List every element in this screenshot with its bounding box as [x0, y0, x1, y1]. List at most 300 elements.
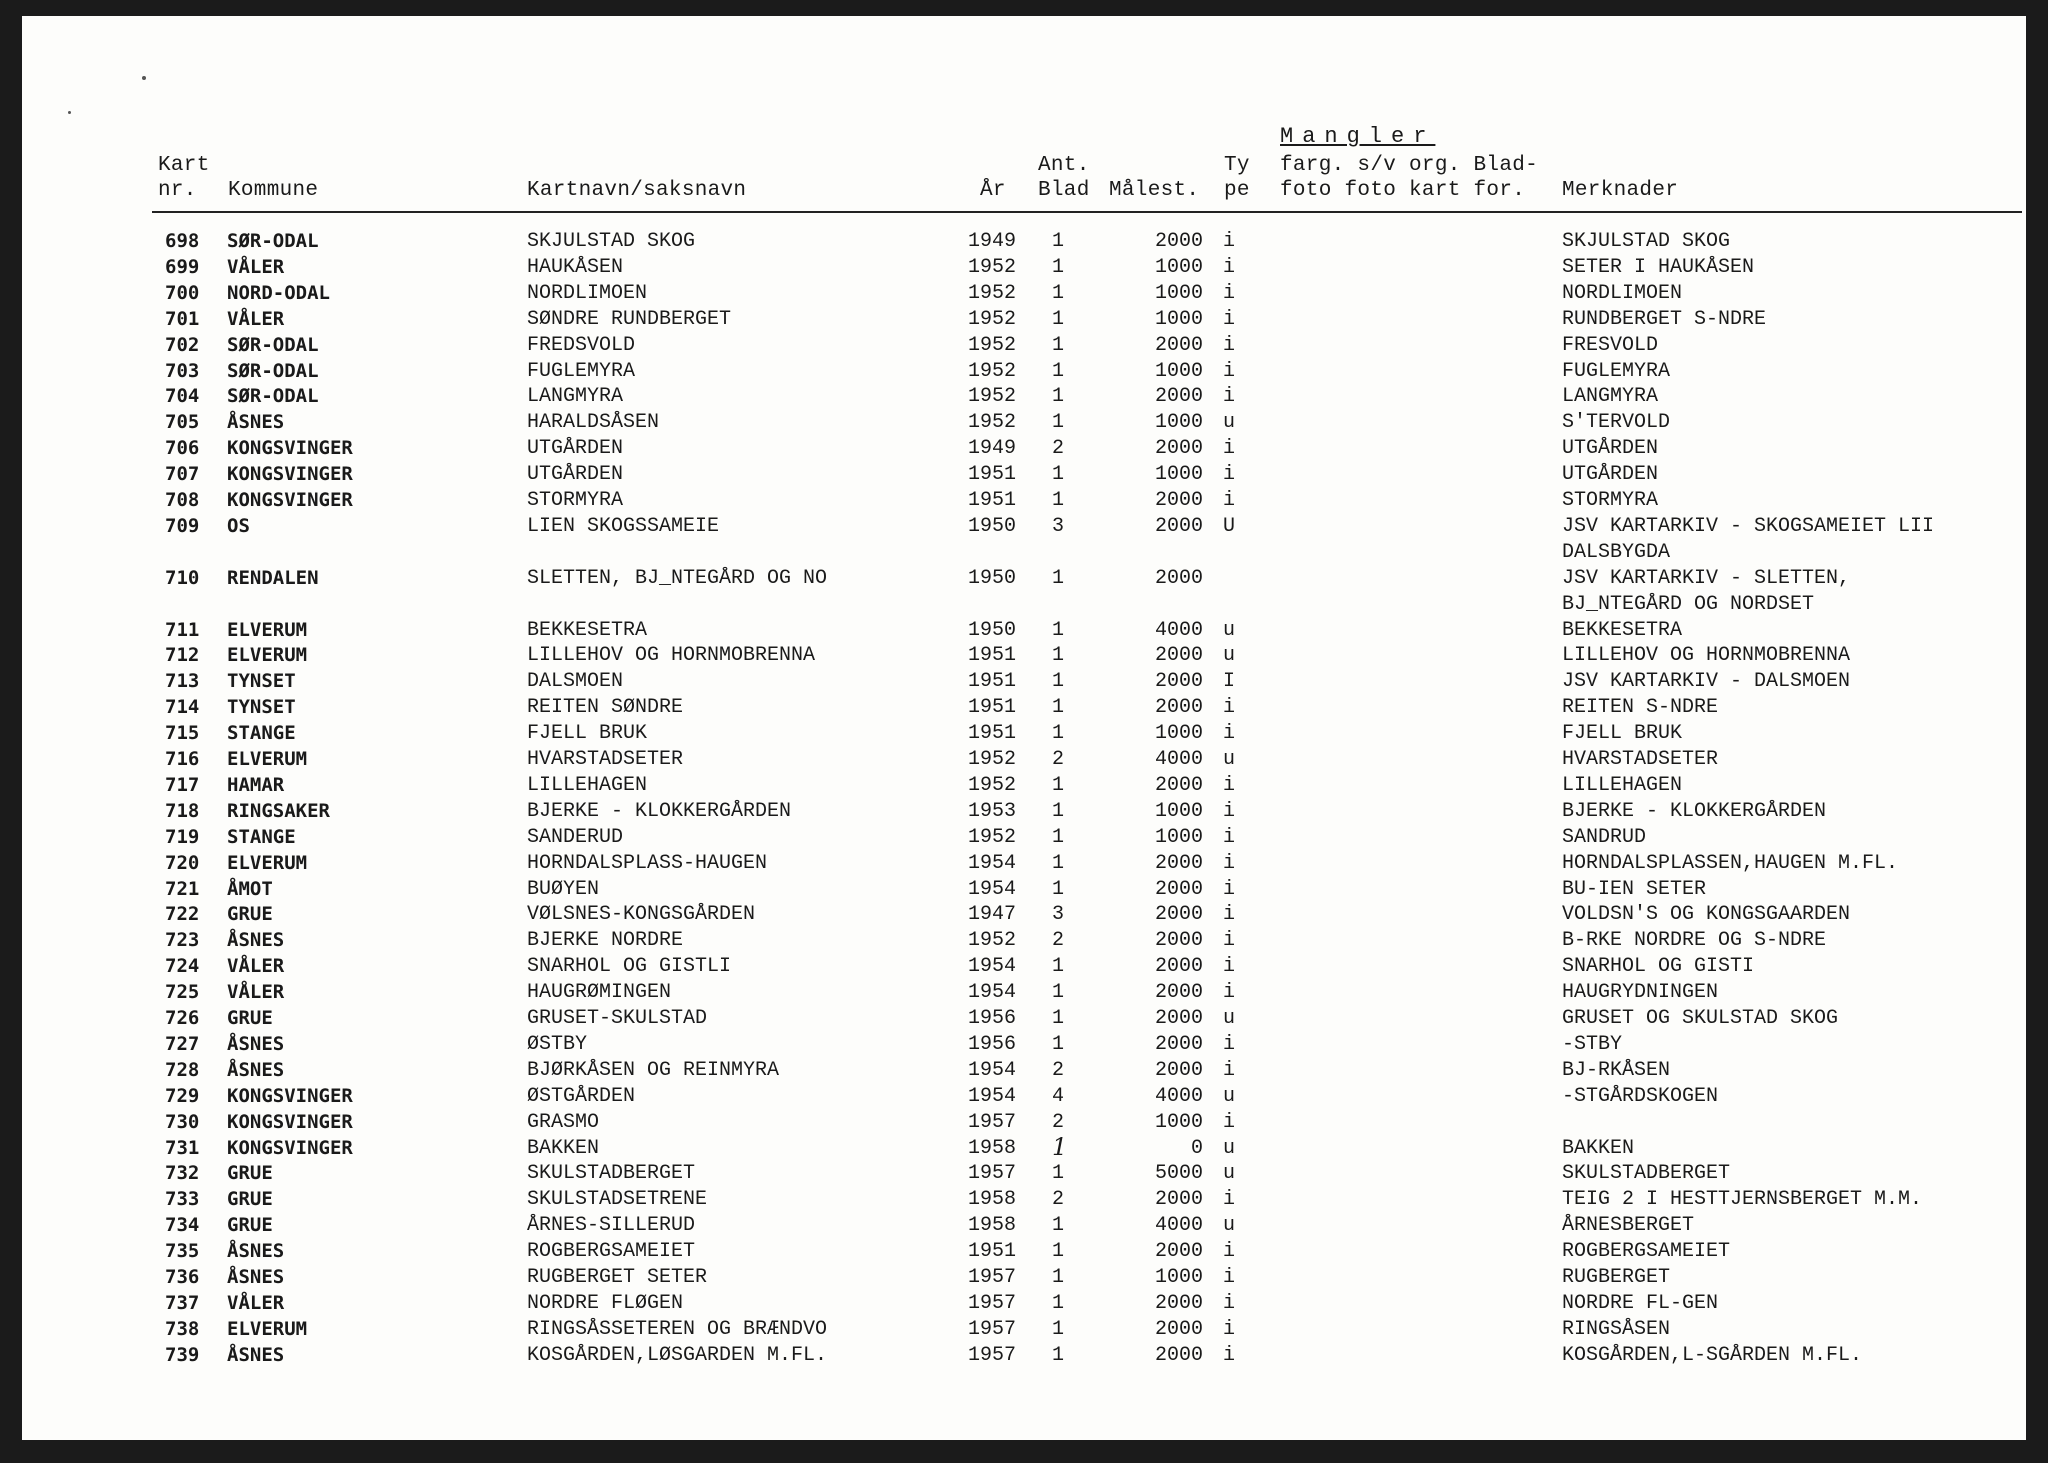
cell-kart-nr: 715 [165, 722, 200, 745]
cell-ant-blad: 3 [1052, 514, 1065, 538]
cell-kart-nr: 716 [165, 748, 200, 770]
table-row [22, 748, 2026, 774]
cell-merknader: VOLDSN'S OG KONGSGAARDEN [1562, 903, 1851, 927]
cell-kart-nr: 714 [165, 696, 200, 719]
cell-ant-blad: 1 [1052, 1214, 1065, 1238]
cell-ant-blad: 1 [1052, 1343, 1065, 1367]
cell-kartnavn: LANGMYRA [527, 385, 624, 409]
cell-type: i [1223, 437, 1236, 461]
cell-merknader: BJ-RKÅSEN [1562, 1058, 1671, 1082]
cell-kart-nr: 727 [165, 1032, 200, 1055]
cell-type: u [1223, 1136, 1236, 1160]
cell-kommune: SØR-ODAL [227, 385, 319, 408]
cell-ant-blad: 1 [1052, 877, 1065, 901]
table-row [22, 1214, 2026, 1240]
table-row [22, 541, 2026, 567]
cell-year: 1954 [968, 981, 1017, 1005]
cell-year: 1953 [968, 799, 1017, 823]
cell-type: i [1223, 463, 1236, 487]
cell-kommune: STANGE [227, 722, 296, 745]
cell-year: 1952 [968, 825, 1017, 849]
cell-malestokk: 1000 [1154, 799, 1203, 823]
cell-kart-nr: 732 [165, 1162, 200, 1185]
cell-malestokk: 2000 [1154, 981, 1203, 1005]
cell-kartnavn: BAKKEN [527, 1136, 600, 1160]
cell-year: 1952 [968, 333, 1017, 357]
cell-kommune: HAMAR [227, 773, 285, 796]
cell-ant-blad: 3 [1052, 903, 1065, 927]
cell-malestokk: 2000 [1154, 696, 1203, 720]
cell-ant-blad: 1 [1052, 1240, 1065, 1264]
cell-ant-blad: 1 [1052, 799, 1065, 823]
cell-malestokk: 2000 [1154, 514, 1203, 538]
cell-year: 1950 [968, 618, 1017, 642]
cell-year: 1954 [968, 877, 1017, 901]
cell-year: 1958 [968, 1136, 1017, 1160]
cell-ant-blad: 1 [1052, 566, 1065, 590]
cell-year: 1956 [968, 1032, 1017, 1056]
cell-ant-blad: 2 [1052, 929, 1065, 953]
cell-malestokk: 1000 [1154, 825, 1203, 849]
table-row [22, 567, 2026, 593]
cell-ant-blad: 1 [1052, 411, 1065, 435]
cell-merknader: JSV KARTARKIV - SKOGSAMEIET LII [1562, 514, 1935, 538]
cell-malestokk: 2000 [1154, 877, 1203, 901]
table-row [22, 852, 2026, 878]
cell-kommune: GRUE [227, 1214, 273, 1237]
cell-type: I [1223, 670, 1236, 694]
cell-malestokk: 2000 [1154, 955, 1203, 979]
cell-malestokk: 2000 [1154, 1291, 1203, 1315]
cell-malestokk: 1000 [1154, 281, 1203, 305]
cell-kartnavn: BUØYEN [527, 877, 600, 901]
cell-year: 1951 [968, 1240, 1017, 1264]
cell-ant-blad: 1 [1052, 1291, 1065, 1315]
cell-ant-blad: 4 [1052, 1084, 1065, 1108]
cell-type: i [1223, 1058, 1236, 1082]
cell-kart-nr: 730 [165, 1110, 200, 1133]
cell-type: i [1223, 851, 1236, 875]
table-row [22, 282, 2026, 308]
cell-kommune: ÅSNES [227, 1343, 285, 1366]
cell-type: u [1223, 644, 1236, 668]
cell-ant-blad: 1 [1052, 307, 1065, 331]
table-row [22, 722, 2026, 748]
cell-kart-nr: 717 [165, 773, 200, 796]
header-kartnavn: Kartnavn/saksnavn [527, 179, 747, 202]
cell-kommune: KONGSVINGER [227, 1084, 353, 1107]
cell-kartnavn: VØLSNES-KONGSGÅRDEN [527, 903, 756, 927]
cell-kartnavn: SNARHOL OG GISTLI [527, 955, 732, 979]
table-row [22, 955, 2026, 981]
table-row [22, 981, 2026, 1007]
cell-kommune: GRUE [227, 1162, 273, 1185]
cell-kart-nr: 735 [165, 1240, 200, 1263]
cell-ant-blad: 1 [1052, 463, 1065, 487]
cell-type: U [1223, 514, 1236, 538]
cell-ant-blad: 2 [1052, 748, 1065, 771]
cell-ant-blad: 1 [1052, 618, 1065, 642]
cell-type: u [1223, 1214, 1236, 1238]
cell-kart-nr: 734 [165, 1214, 200, 1237]
cell-ant-blad: 2 [1052, 1110, 1065, 1134]
table-row [22, 593, 2026, 619]
cell-malestokk: 4000 [1154, 1214, 1203, 1238]
cell-kommune: RENDALEN [227, 566, 319, 589]
cell-type: i [1223, 929, 1236, 953]
mangler-heading: Mangler [1280, 124, 1436, 149]
cell-kart-nr: 721 [165, 877, 200, 900]
cell-malestokk: 2000 [1154, 644, 1203, 668]
cell-kommune: KONGSVINGER [227, 463, 353, 486]
cell-kart-nr: 719 [165, 825, 200, 848]
cell-kartnavn: UTGÅRDEN [527, 463, 624, 487]
cell-malestokk: 5000 [1154, 1162, 1203, 1186]
cell-kartnavn: HORNDALSPLASS-HAUGEN [527, 851, 768, 875]
table-row [22, 515, 2026, 541]
cell-year: 1952 [968, 748, 1017, 771]
cell-kart-nr: 736 [165, 1266, 200, 1288]
cell-kommune: SØR-ODAL [227, 230, 319, 252]
cell-kommune: RINGSAKER [227, 799, 330, 822]
cell-ant-blad: 2 [1052, 437, 1065, 461]
cell-malestokk: 2000 [1154, 437, 1203, 461]
cell-kart-nr: 720 [165, 851, 200, 874]
cell-year: 1950 [968, 514, 1017, 538]
cell-kart-nr: 706 [165, 437, 200, 460]
cell-malestokk: 1000 [1154, 411, 1203, 435]
table-row [22, 1318, 2026, 1344]
cell-year: 1951 [968, 489, 1017, 512]
table-row [22, 1007, 2026, 1033]
cell-year: 1952 [968, 255, 1017, 279]
cell-merknader: GRUSET OG SKULSTAD SKOG [1562, 1007, 1839, 1030]
cell-ant-blad: 1 [1052, 230, 1065, 253]
cell-kart-nr: 729 [165, 1084, 200, 1107]
cell-kartnavn: DALSMOEN [527, 670, 624, 694]
table-row [22, 1132, 2026, 1163]
cell-ant-blad: 1 [1052, 489, 1065, 512]
cell-kommune: ÅSNES [227, 1032, 285, 1055]
table-row [22, 1059, 2026, 1085]
cell-kommune: ÅMOT [227, 877, 273, 900]
header-rule [152, 211, 2022, 213]
cell-merknader: BAKKEN [1562, 1136, 1635, 1160]
cell-ant-blad: 1 [1052, 281, 1065, 305]
cell-kart-nr: 701 [165, 307, 200, 330]
cell-malestokk: 2000 [1154, 385, 1203, 409]
table-row [22, 1111, 2026, 1137]
table-row [22, 256, 2026, 282]
cell-merknader: UTGÅRDEN [1562, 463, 1659, 487]
cell-year: 1954 [968, 955, 1017, 979]
cell-merknader: SETER I HAUKÅSEN [1562, 255, 1755, 279]
cell-malestokk: 2000 [1154, 1188, 1203, 1212]
cell-merknader: LILLEHAGEN [1562, 773, 1683, 797]
header-ty: Ty [1224, 154, 1250, 177]
cell-kommune: ÅSNES [227, 411, 285, 434]
cell-type: i [1223, 489, 1236, 512]
cell-type: i [1223, 877, 1236, 901]
table-row [22, 1266, 2026, 1292]
cell-type: u [1223, 1084, 1236, 1108]
cell-ant-blad: 1 [1052, 773, 1065, 797]
table-row [22, 489, 2026, 515]
cell-kartnavn: HVARSTADSETER [527, 748, 684, 771]
cell-merknader: BU-IEN SETER [1562, 877, 1707, 901]
cell-kommune: GRUE [227, 1007, 273, 1029]
cell-kart-nr: 722 [165, 903, 200, 926]
cell-kart-nr: 713 [165, 670, 200, 693]
cell-malestokk: 1000 [1154, 255, 1203, 279]
table-row [22, 644, 2026, 670]
table-row [22, 800, 2026, 826]
cell-merknader: JSV KARTARKIV - SLETTEN, [1562, 566, 1851, 590]
cell-type: u [1223, 1162, 1236, 1186]
cell-year: 1947 [968, 903, 1017, 927]
cell-merknader: STORMYRA [1562, 489, 1659, 512]
cell-merknader: FJELL BRUK [1562, 722, 1683, 746]
cell-kartnavn: HAUGRØMINGEN [527, 981, 672, 1005]
cell-malestokk: 2000 [1154, 566, 1203, 590]
cell-kartnavn: REITEN SØNDRE [527, 696, 684, 720]
cell-kommune: ELVERUM [227, 1317, 308, 1340]
cell-malestokk: 0 [1190, 1136, 1203, 1160]
cell-kommune: VÅLER [227, 955, 285, 978]
cell-kommune: VÅLER [227, 1291, 285, 1314]
cell-kartnavn: RUGBERGET SETER [527, 1266, 708, 1289]
cell-malestokk: 2000 [1154, 1343, 1203, 1367]
cell-kartnavn: HAUKÅSEN [527, 255, 624, 279]
cell-type: i [1223, 1291, 1236, 1315]
cell-kartnavn: GRUSET-SKULSTAD [527, 1007, 708, 1030]
cell-kommune: GRUE [227, 903, 273, 926]
cell-kartnavn: FUGLEMYRA [527, 359, 636, 383]
cell-type: i [1223, 955, 1236, 979]
table-row [22, 1033, 2026, 1059]
cell-year: 1957 [968, 1110, 1017, 1134]
cell-kart-nr: 733 [165, 1188, 200, 1211]
cell-type: i [1223, 333, 1236, 357]
cell-ant-blad: 1 [1052, 981, 1065, 1005]
cell-malestokk: 2000 [1154, 1317, 1203, 1341]
cell-kart-nr: 707 [165, 463, 200, 486]
cell-type: i [1223, 359, 1236, 383]
document-sheet [22, 16, 2026, 1440]
table-row [22, 411, 2026, 437]
header-nr: nr. [158, 179, 197, 202]
cell-malestokk: 1000 [1154, 359, 1203, 383]
table-row [22, 463, 2026, 489]
cell-kommune: ÅSNES [227, 1058, 285, 1081]
cell-ant-blad: 1 [1052, 670, 1065, 694]
cell-year: 1958 [968, 1188, 1017, 1212]
cell-year: 1951 [968, 670, 1017, 694]
cell-merknader: RUNDBERGET S-NDRE [1562, 307, 1767, 331]
cell-malestokk: 1000 [1154, 722, 1203, 746]
cell-malestokk: 4000 [1154, 1084, 1203, 1108]
cell-kart-nr: 705 [165, 411, 200, 434]
cell-kartnavn: ROGBERGSAMEIET [527, 1240, 696, 1264]
cell-type: u [1223, 1007, 1236, 1030]
table-row [22, 308, 2026, 334]
cell-kartnavn: SKULSTADBERGET [527, 1162, 696, 1186]
cell-malestokk: 2000 [1154, 773, 1203, 797]
cell-kommune: SØR-ODAL [227, 333, 319, 356]
header-kart: Kart [158, 154, 210, 177]
cell-kart-nr: 723 [165, 929, 200, 952]
header-pe: pe [1224, 179, 1250, 202]
cell-type: u [1223, 748, 1236, 771]
cell-merknader: NORDLIMOEN [1562, 281, 1683, 305]
cell-ant-blad: 1 [1052, 1317, 1065, 1341]
cell-kartnavn: ÅRNES-SILLERUD [527, 1214, 696, 1238]
table-row [22, 385, 2026, 411]
cell-kartnavn: FREDSVOLD [527, 333, 636, 357]
cell-year: 1957 [968, 1266, 1017, 1289]
cell-type: u [1223, 618, 1236, 642]
cell-merknader: SKJULSTAD SKOG [1562, 230, 1731, 253]
cell-kartnavn: BJERKE NORDRE [527, 929, 684, 953]
header-blad: Blad [1038, 179, 1090, 202]
header-merknader: Merknader [1562, 179, 1679, 202]
table-row [22, 903, 2026, 929]
header-malest: Målest. [1109, 179, 1200, 202]
cell-merknader: HVARSTADSETER [1562, 748, 1719, 771]
cell-year: 1950 [968, 566, 1017, 590]
cell-ant-blad: 1 [1052, 359, 1065, 383]
cell-malestokk: 1000 [1154, 1266, 1203, 1289]
table-row [22, 619, 2026, 645]
cell-ant-blad: 1 [1052, 851, 1065, 875]
cell-year: 1958 [968, 1214, 1017, 1238]
table-row [22, 696, 2026, 722]
cell-type: i [1223, 1032, 1236, 1056]
cell-year: 1952 [968, 773, 1017, 797]
cell-kart-nr: 726 [165, 1007, 200, 1029]
cell-year: 1952 [968, 929, 1017, 953]
cell-type: i [1223, 799, 1236, 823]
cell-kartnavn: UTGÅRDEN [527, 437, 624, 461]
cell-kart-nr: 739 [165, 1343, 200, 1366]
cell-merknader: -STBY [1562, 1032, 1623, 1056]
cell-malestokk: 2000 [1154, 1058, 1203, 1082]
cell-merknader: SKULSTADBERGET [1562, 1162, 1731, 1186]
cell-merknader: DALSBYGDA [1562, 540, 1671, 564]
cell-kommune: TYNSET [227, 670, 296, 693]
table-row [22, 1344, 2026, 1370]
cell-type: i [1223, 696, 1236, 720]
cell-kommune: ELVERUM [227, 851, 308, 874]
cell-malestokk: 1000 [1154, 1110, 1203, 1134]
header-ant: Ant. [1038, 154, 1090, 177]
cell-merknader: BJERKE - KLOKKERGÅRDEN [1562, 799, 1827, 823]
cell-ant-blad: 1 [1052, 255, 1065, 279]
cell-kart-nr: 698 [165, 230, 200, 252]
cell-kartnavn: BEKKESETRA [527, 618, 648, 642]
cell-kart-nr: 709 [165, 514, 200, 537]
cell-year: 1954 [968, 1084, 1017, 1108]
cell-year: 1957 [968, 1162, 1017, 1186]
cell-kart-nr: 728 [165, 1058, 200, 1081]
cell-malestokk: 2000 [1154, 333, 1203, 357]
cell-malestokk: 2000 [1154, 670, 1203, 694]
cell-ant-blad: 1 [1052, 1032, 1065, 1056]
cell-merknader: REITEN S-NDRE [1562, 696, 1719, 720]
cell-type: i [1223, 281, 1236, 305]
cell-type: i [1223, 1343, 1236, 1367]
cell-type: i [1223, 230, 1236, 253]
table-row [22, 878, 2026, 904]
cell-kart-nr: 703 [165, 359, 200, 382]
cell-kommune: ÅSNES [227, 1266, 285, 1288]
paper-speck [68, 111, 71, 114]
cell-kart-nr: 702 [165, 333, 200, 356]
table-row [22, 334, 2026, 360]
cell-merknader: LILLEHOV OG HORNMOBRENNA [1562, 644, 1851, 668]
cell-kart-nr: 738 [165, 1317, 200, 1340]
cell-kartnavn: LIEN SKOGSSAMEIE [527, 514, 720, 538]
cell-kartnavn: RINGSÅSSETEREN OG BRÆNDVO [527, 1317, 828, 1341]
cell-malestokk: 4000 [1154, 618, 1203, 642]
cell-year: 1957 [968, 1317, 1017, 1341]
cell-year: 1952 [968, 307, 1017, 331]
cell-ant-blad: 1 [1052, 955, 1065, 979]
cell-merknader: ÅRNESBERGET [1562, 1214, 1695, 1238]
cell-kart-nr: 699 [165, 255, 200, 278]
cell-kartnavn: LILLEHAGEN [527, 773, 648, 797]
cell-kartnavn: SANDERUD [527, 825, 624, 849]
cell-merknader: HAUGRYDNINGEN [1562, 981, 1719, 1005]
cell-merknader: -STGÅRDSKOGEN [1562, 1084, 1719, 1108]
cell-kommune: KONGSVINGER [227, 1110, 353, 1133]
cell-kartnavn: SLETTEN, BJ_NTEGÅRD OG NO [527, 566, 828, 590]
cell-kart-nr: 711 [165, 618, 200, 641]
cell-kartnavn: SØNDRE RUNDBERGET [527, 307, 732, 331]
cell-type: i [1223, 981, 1236, 1005]
cell-merknader: FRESVOLD [1562, 333, 1659, 357]
cell-year: 1949 [968, 437, 1017, 461]
cell-kommune: ELVERUM [227, 644, 308, 667]
cell-kommune: ÅSNES [227, 1240, 285, 1263]
cell-year: 1949 [968, 230, 1017, 253]
header-kommune: Kommune [228, 179, 319, 202]
cell-kommune: ÅSNES [227, 929, 285, 952]
cell-year: 1957 [968, 1343, 1017, 1367]
cell-kartnavn: ØSTGÅRDEN [527, 1084, 636, 1108]
cell-merknader: JSV KARTARKIV - DALSMOEN [1562, 670, 1851, 694]
cell-merknader: NORDRE FL-GEN [1562, 1291, 1719, 1315]
cell-kart-nr: 731 [165, 1136, 200, 1159]
cell-ant-blad: 1 [1052, 333, 1065, 357]
cell-kartnavn: BJERKE - KLOKKERGÅRDEN [527, 799, 792, 823]
cell-type: i [1223, 903, 1236, 927]
cell-kommune: SØR-ODAL [227, 359, 319, 382]
cell-kart-nr: 710 [165, 566, 200, 589]
table-row [22, 360, 2026, 386]
cell-kartnavn: HARALDSÅSEN [527, 411, 660, 435]
cell-malestokk: 2000 [1154, 1032, 1203, 1056]
cell-merknader: B-RKE NORDRE OG S-NDRE [1562, 929, 1827, 953]
table-row [22, 1162, 2026, 1188]
cell-kommune: KONGSVINGER [227, 437, 353, 460]
cell-merknader: S'TERVOLD [1562, 411, 1671, 435]
cell-year: 1951 [968, 463, 1017, 487]
cell-type: i [1223, 385, 1236, 409]
cell-malestokk: 2000 [1154, 903, 1203, 927]
cell-year: 1952 [968, 385, 1017, 409]
cell-type: i [1223, 1110, 1236, 1134]
